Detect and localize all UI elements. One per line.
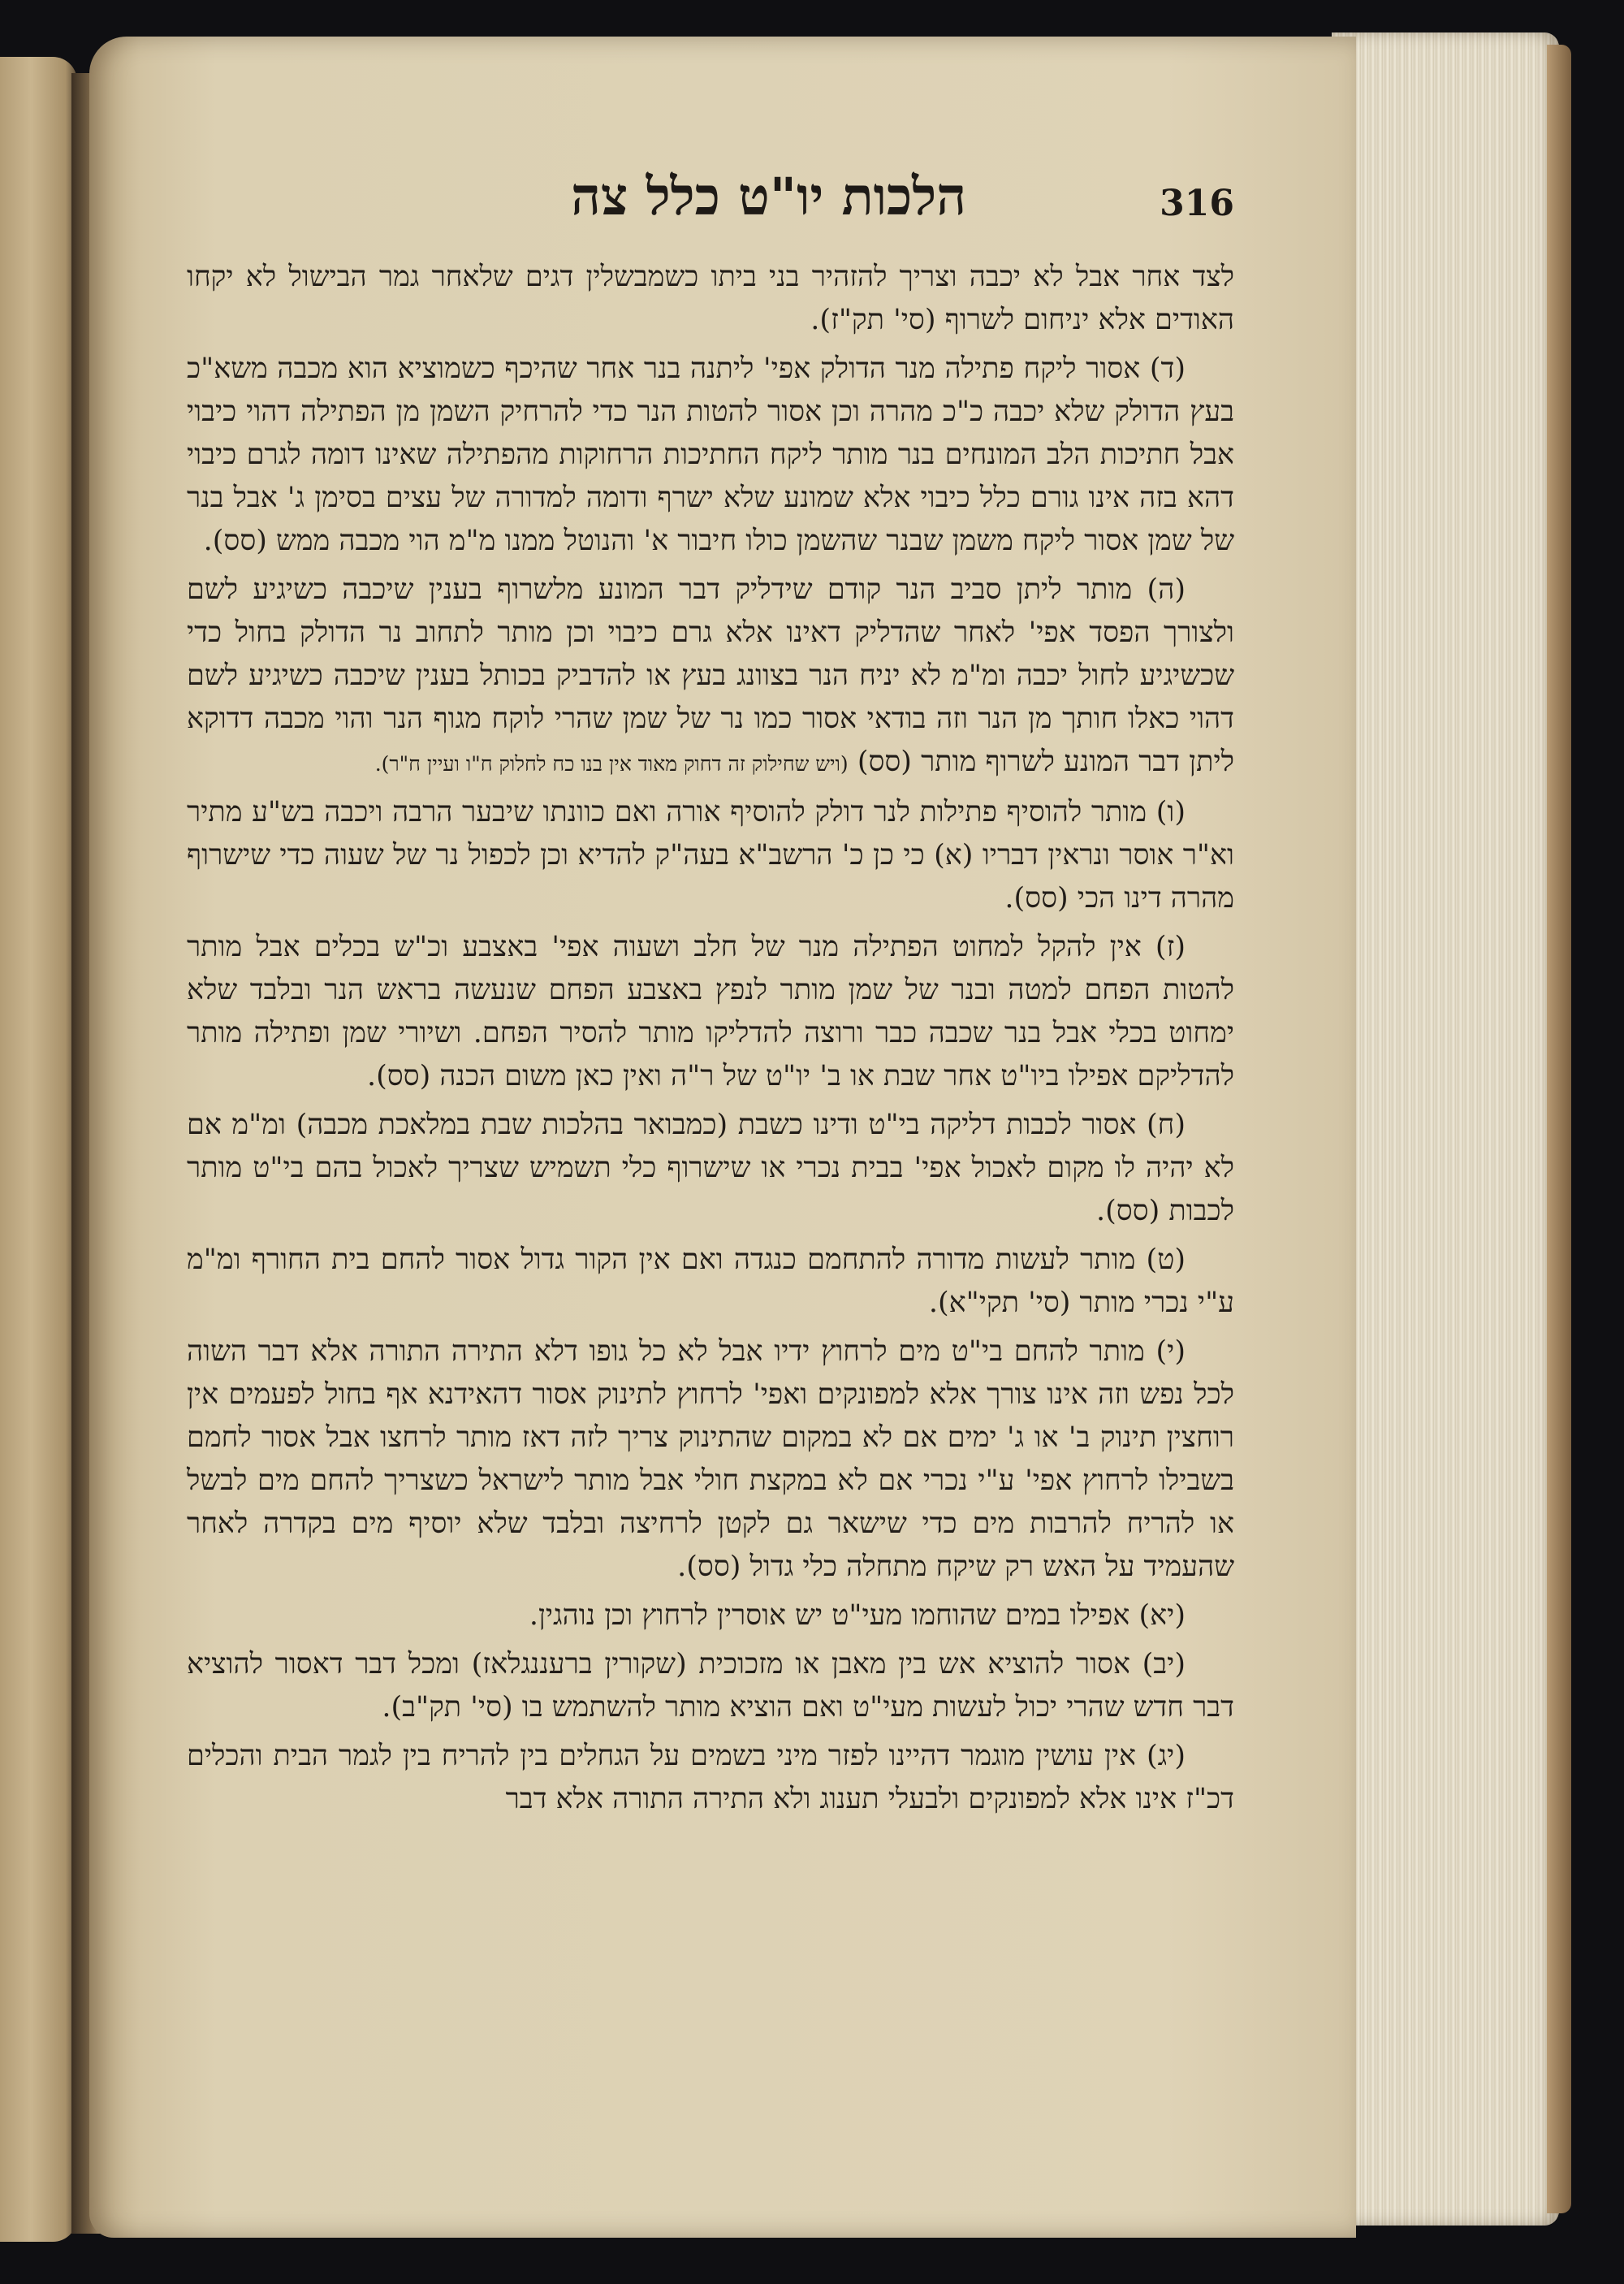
paragraph-text: (יא) אפילו במים שהוחמו מעי"ט יש אוסרין לרחוץ וכן נוהגין.: [529, 1599, 1186, 1632]
paragraph: [187, 569, 1234, 785]
paragraph: [187, 1239, 1234, 1325]
paragraph-text: (ה) מותר ליתן סביב הנר קודם שידליק דבר המונע מלשרוף בענין שיכבה כשיגיע לשם ולצורך הפסד אפי' לאחר שהדליק דאינו אלא גרם כיבוי וכן מותר לתחוב נר הדולק בחול כדי שכשיגיע לחול יכבה ומ"מ לא יניח הנר בצוונג בעץ או להדביק בכותל בענין שיכבה כשיגיע לשם דהוי כאלו חותך מן הנר וזה בודאי אסור כמו נר של שמן שהרי לוקח מגוף הנר והוי מכבה דדוקא ליתן דבר המונע לשרוף מותר (סס): [187, 573, 1234, 778]
paragraph-text: (ט) מותר לעשות מדורה להתחמם כנגדה ואם אין הקור גדול אסור להחם בית החורף ומ"מ ע"י נכרי מותר (סי' תקי"א).: [187, 1244, 1234, 1319]
paragraph-text: (ז) אין להקל למחוט הפתילה מנר של חלב ושעוה אפי' באצבע וכ"ש בכלים אבל מותר להטות הפחם למטה ובנר של שמן מותר לנפץ באצבע הפחם שנעשה בראש הנר ובלבד שלא ימחוט בכלי אבל בנר שכבה כבר ורוצה להדליקו מותר להסיר הפחם. ושיורי שמן ופתילה מותר להדליקם אפילו ביו"ט אחר שבת או ב' יו"ט של ר"ה ואין כאן משום הכנה (סס).: [187, 931, 1234, 1092]
facing-page-edge: [0, 57, 77, 2242]
paragraph-note: (ויש שחילוק זה דחוק מאוד אין בנו כח לחלוק ח"ו ועיין ח"ר).: [374, 752, 849, 776]
paragraph-text: (ו) מותר להוסיף פתילות לנר דולק להוסיף אורה ואם כוונתו שיבער הרבה ויכבה בש"ע מתיר וא"ר אוסר ונראין דבריו (א) כי כן כ' הרשב"א בעה"ק להדיא וכן לכפול נר של שעוה כדי שישרוף מהרה דינו הכי (סס).: [187, 796, 1234, 915]
paragraph: [187, 1643, 1234, 1729]
paragraph: [187, 1330, 1234, 1589]
paragraph-text: (יג) אין עושין מוגמר דהיינו לפזר מיני בשמים על הגחלים בין להריח בין לגמר הבית והכלים דכ"ז אינו אלא למפונקים ולבעלי תענוג ולא התירה התורה אלא דבר: [187, 1740, 1234, 1815]
paragraph: [187, 1594, 1234, 1637]
paragraph: [187, 348, 1234, 563]
paragraph-text: (ח) אסור לכבות דליקה בי"ט ודינו כשבת (כמבואר בהלכות שבת במלאכת מכבה) ומ"מ אם לא יהיה לו מקום לאכול אפי' בבית נכרי או שישרוף כלי תשמיש שצריך לאכול בהם בי"ט מותר לכבות (סס).: [187, 1109, 1234, 1227]
paragraph-text: לצד אחר אבל לא יכבה וצריך להזהיר בני ביתו כשמבשלין דגים שלאחר גמר הבישול לא יקחו האודים אלא יניחום לשרוף (סי' תק"ז).: [187, 261, 1234, 336]
page-header: [187, 167, 1234, 256]
paragraph-text: (י) מותר להחם בי"ט מים לרחוץ ידיו אבל לא כל גופו דלא התירה התורה אלא דבר השוה לכל נפש וזה אינו צורך אלא למפונקים ואפי' לרחוץ לתינוק אסור דהאידנא אף בחול לפעמים אין רוחצין תינוק ב' או ג' ימים אם לא במקום שהתינוק צריך לזה דאז מותר לרחצו אבל אסור לחמם בשבילו לרחוץ אפי' ע"י נכרי אם לא במקצת חולי אבל מותר לישראל כשצריך להחם מים לבשל או להריח להרבות מים כדי שישאר גם לקטן לרחיצה ובלבד שלא יוסיף מים בקדרה לאחר שהעמיד על האש רק שיקח מתחלה כלי גדול (סס).: [187, 1335, 1234, 1583]
book-cover-edge: [1547, 45, 1571, 2213]
paragraph: [187, 1735, 1234, 1821]
page-block-edge: [1332, 32, 1559, 2226]
paragraph: [187, 791, 1234, 920]
paragraph-text: (יב) אסור להוציא אש בין מאבן או מזכוכית (שקורין ברעננגלאז) ומכל דבר דאסור להוציא דבר חדש שהרי יכול לעשות מעי"ט ואם הוציא מותר להשתמש בו (סי' תק"ב).: [187, 1648, 1234, 1724]
page-title: הלכות יו"ט כלל צה: [571, 167, 966, 227]
paragraph-text: (ד) אסור ליקח פתילה מנר הדולק אפי' ליתנה בנר אחר שהיכף כשמוציא הוא מכבה משא"כ בעץ הדולק שלא יכבה כ"כ מהרה וכן אסור להטות הנר כדי להרחיק השמן מן הפתילה דהוי כיבוי אבל חתיכות הלב המונחים בנר מותר ליקח החתיכות הרחוקות מהפתילה שאינו דומה לגרם כיבוי דהא בזה אינו גורם כלל כיבוי אלא שמונע שלא ישרף ודומה למדורה של עצים בסימן ג' אבל בנר של שמן אסור ליקח משמן שבנר שהשמן כולו חיבור א' והנוטל ממנו מ"מ הוי מכבה ממש (סס).: [187, 353, 1234, 557]
body-text: [187, 256, 1234, 1827]
paragraph: [187, 256, 1234, 342]
paragraph: [187, 1104, 1234, 1233]
page-number: 316: [1160, 183, 1234, 224]
paragraph: [187, 926, 1234, 1098]
